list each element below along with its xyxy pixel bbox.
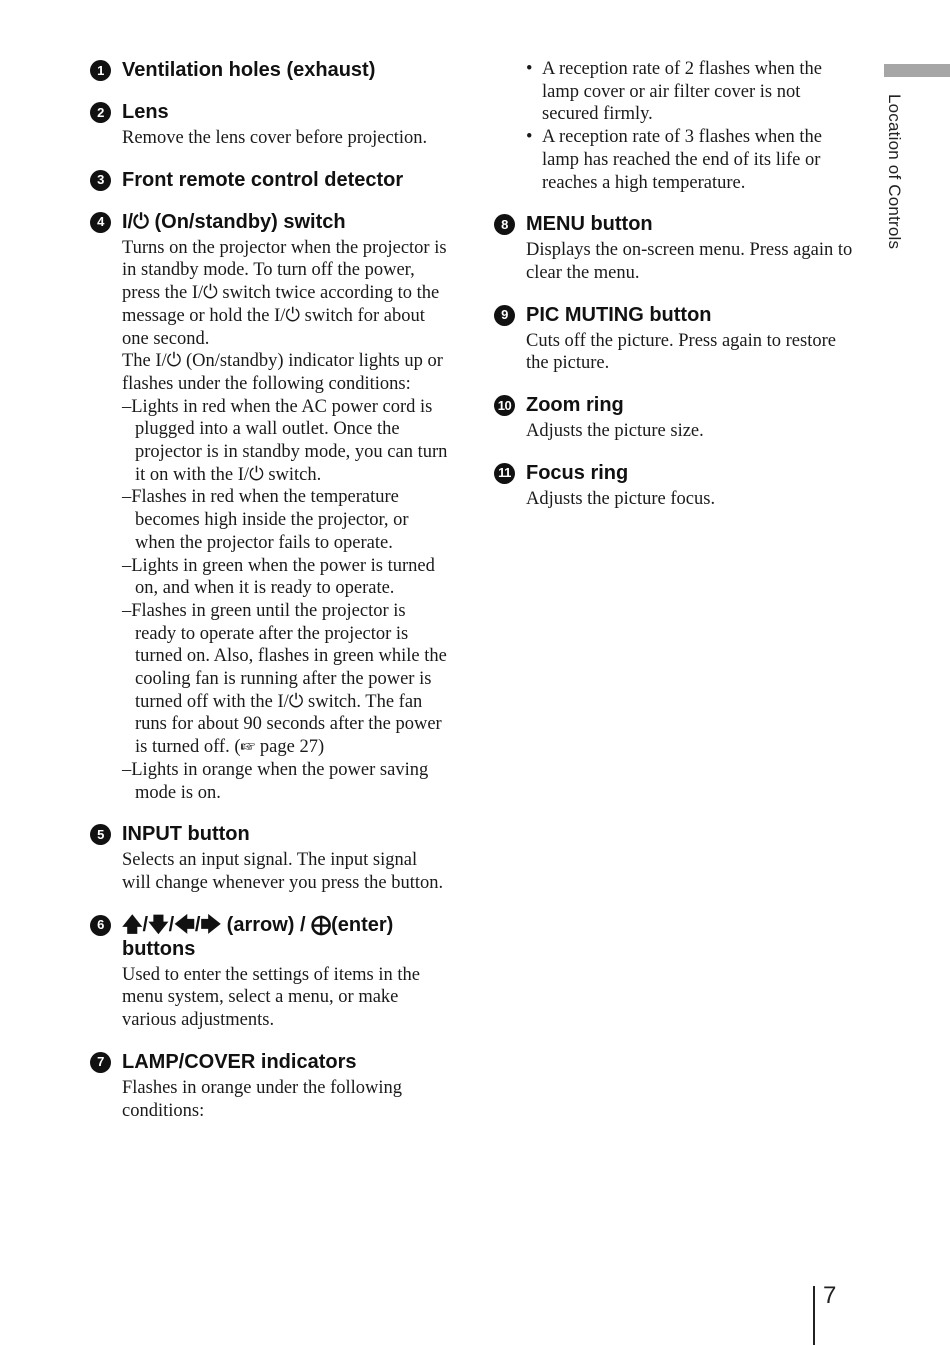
item-title: Focus ring [526, 461, 629, 484]
item-heading [90, 913, 450, 961]
item-title: 🡅/🡇/🡄/🡆 (arrow) / ⨁(enter) buttons [122, 913, 394, 960]
page-number-rule [813, 1286, 815, 1345]
item-heading [90, 822, 450, 846]
condition-item: –Flashes in green until the projector is ready to operate after the projector is turned on. Also, flashes in green while the cooling fan is running after the power is turned off with the I/⏻ switch. The fan runs for about 90 seconds after the power is turned off. (☞ page 27) [122, 600, 447, 758]
item-number-badge: 7 [90, 1052, 111, 1073]
item-heading [494, 212, 854, 236]
item-5 [90, 822, 450, 894]
side-tab-bar [884, 64, 950, 77]
item-10 [494, 393, 854, 443]
description-text: Selects an input signal. The input signal will change whenever you press the button. [122, 850, 444, 893]
item-description [122, 849, 450, 894]
item-11 [494, 461, 854, 511]
item-number-badge: 1 [90, 60, 111, 81]
item-heading [90, 58, 450, 82]
page-number: 7 [823, 1282, 837, 1309]
item-title: Ventilation holes (exhaust) [122, 59, 376, 81]
item-number-badge: 4 [90, 212, 111, 233]
condition-item: –Lights in green when the power is turned on, and when it is ready to operate. [122, 555, 435, 599]
item-description [526, 239, 854, 284]
description-text: The I/⏻ (On/standby) indicator lights up or flashes under the following conditions: [122, 351, 443, 394]
item-7 [90, 1050, 450, 1122]
description-text: Adjusts the picture focus. [526, 488, 716, 509]
condition-item: –Lights in red when the AC power cord is plugged into a wall outlet. Once the projector is in standby mode, you can turn it on with the I/⏻ switch. [122, 396, 448, 485]
item-heading [90, 168, 450, 192]
description-text: Turns on the projector when the projector is in standby mode. To turn off the power, press the I/⏻ switch twice according to the message or hold the I/⏻ switch for about one second. [122, 237, 447, 349]
item-description [122, 964, 450, 1032]
item-number-badge: 8 [494, 214, 515, 235]
item-heading [494, 461, 854, 485]
item-description [122, 127, 450, 150]
item-title: MENU button [526, 213, 653, 236]
lamp-cover-conditions [494, 58, 854, 194]
item-number-badge: 5 [90, 824, 111, 845]
item-title: LAMP/COVER indicators [122, 1050, 357, 1073]
condition-bullet: • A reception rate of 2 flashes when the lamp cover or air filter cover is not secured firmly. [526, 58, 854, 126]
item-description [122, 1077, 450, 1122]
condition-item: –Flashes in red when the temperature becomes high inside the projector, or when the projector fails to operate. [122, 487, 409, 553]
item-2 [90, 100, 450, 150]
item-heading [90, 100, 450, 124]
item-number-badge: 3 [90, 170, 111, 191]
item-description [526, 488, 854, 511]
right-column [494, 58, 854, 528]
item-9 [494, 303, 854, 375]
item-heading [90, 210, 450, 234]
description-text: Used to enter the settings of items in the menu system, select a menu, or make various adjustments. [122, 964, 420, 1031]
item-title: Lens [122, 101, 169, 123]
item-number-badge: 9 [494, 305, 515, 326]
item-number-badge: 11 [494, 463, 515, 484]
item-number-badge: 6 [90, 915, 111, 936]
item-description [526, 330, 854, 375]
item-8 [494, 212, 854, 284]
item-4 [90, 210, 450, 805]
item-heading [90, 1050, 450, 1074]
item-description [526, 420, 854, 443]
item-title: INPUT button [122, 823, 250, 846]
item-number-badge: 10 [494, 395, 515, 416]
condition-bullet: • A reception rate of 3 flashes when the lamp has reached the end of its life or reaches a high temperature. [526, 126, 854, 194]
item-heading [494, 303, 854, 327]
description-text: Cuts off the picture. Press again to restore the picture. [526, 330, 836, 374]
item-title: Front remote control detector [122, 168, 404, 191]
item-title: I/⏻ (On/standby) switch [122, 210, 346, 233]
description-text: Displays the on-screen menu. Press again to clear the menu. [526, 240, 853, 283]
side-tab-label: Location of Controls [885, 94, 904, 250]
item-3 [90, 168, 450, 192]
item-title: Zoom ring [526, 394, 624, 417]
left-column [90, 58, 450, 1140]
item-title: PIC MUTING button [526, 303, 712, 326]
condition-item: –Lights in orange when the power saving mode is on. [122, 759, 429, 803]
description-text: Flashes in orange under the following conditions: [122, 1077, 403, 1121]
item-heading [494, 393, 854, 417]
item-6 [90, 913, 450, 1032]
item-description [122, 237, 450, 805]
item-number-badge: 2 [90, 102, 111, 123]
item-1 [90, 58, 450, 82]
description-text: Adjusts the picture size. [526, 421, 704, 442]
description-text: Remove the lens cover before projection. [122, 128, 428, 148]
